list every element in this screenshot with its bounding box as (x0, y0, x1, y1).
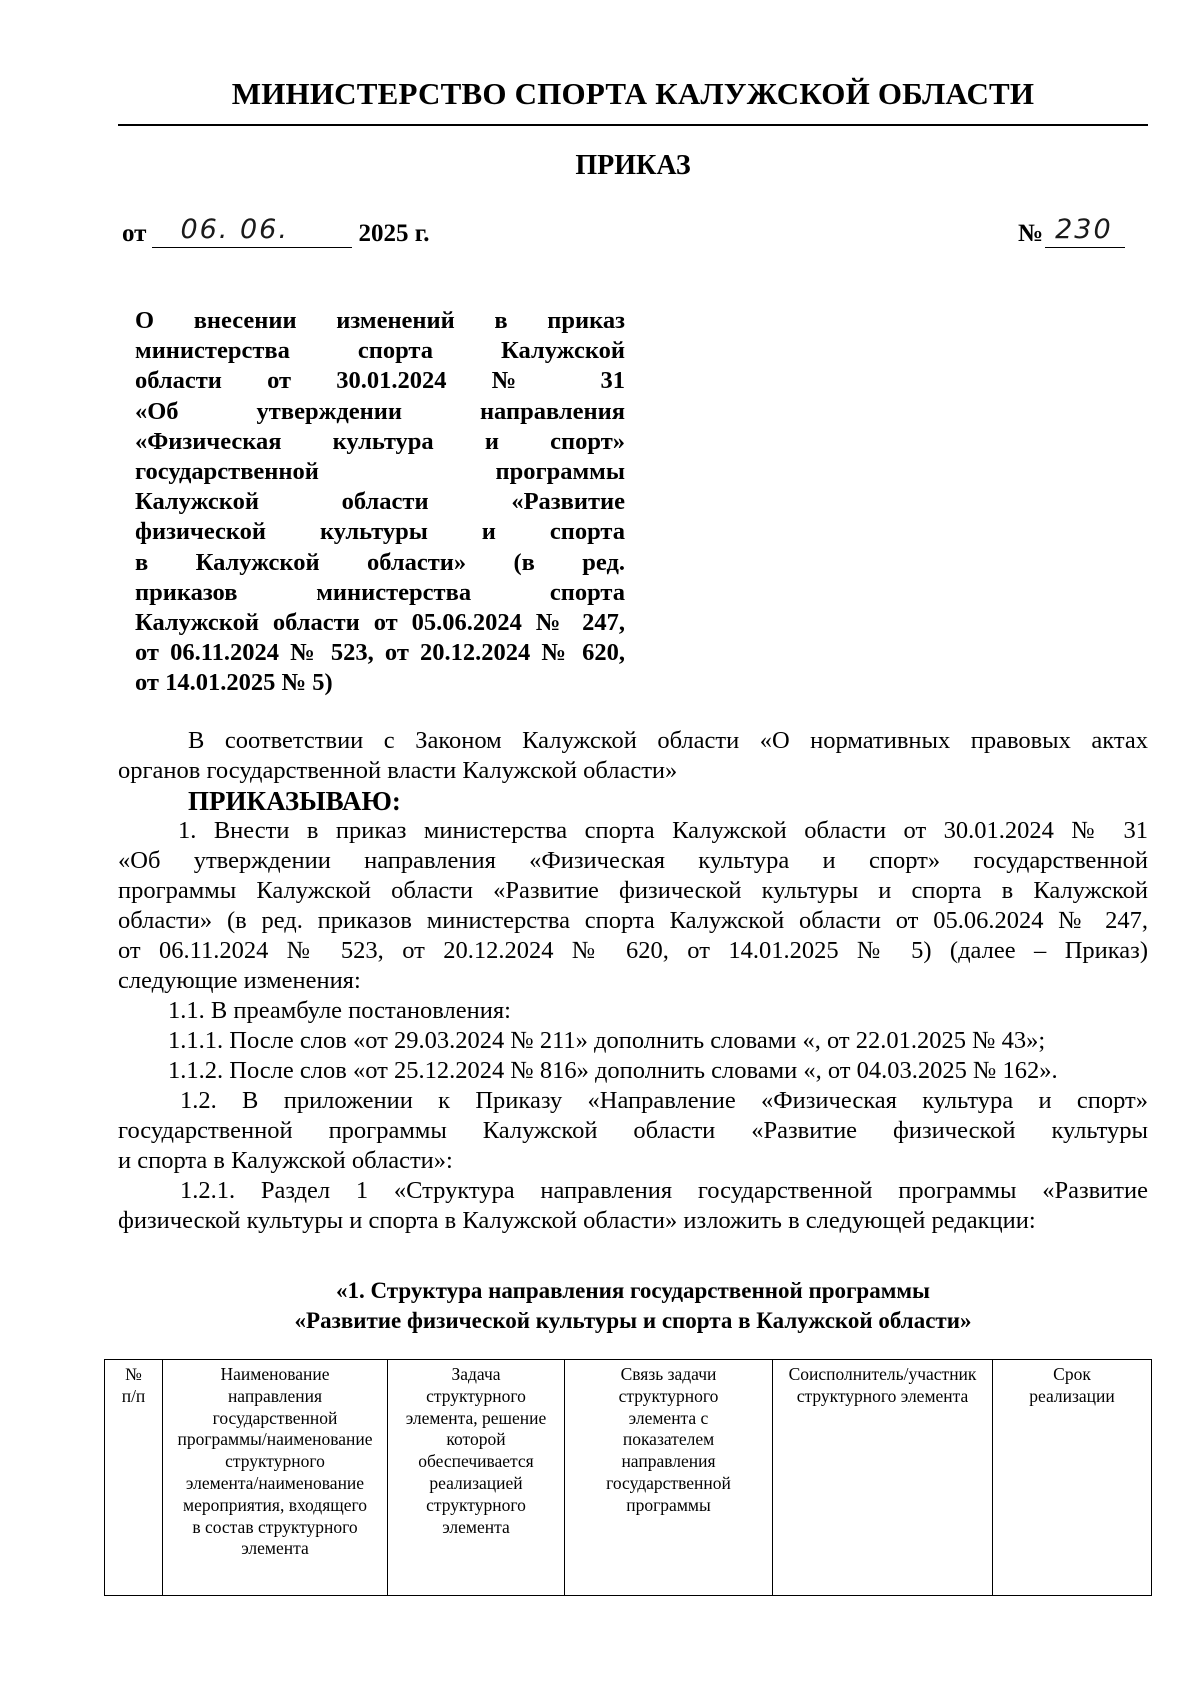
date-prefix: от (122, 220, 147, 247)
paragraph-1-line: «Об утверждении направления «Физическая культура и спорт» государственной (118, 847, 1148, 874)
item-1-2-line: и спорта в Калужской области»: (118, 1147, 453, 1174)
item-1-2-1-line: 1.2.1. Раздел 1 «Структура направления государственной программы «Развитие (180, 1177, 1148, 1204)
subject-line: О внесении изменений в приказ (135, 307, 625, 334)
header-cell-participant: Соисполнитель/участник структурного элемента (773, 1360, 993, 1596)
structure-table (104, 1359, 1152, 1596)
section-title-line: «Развитие физической культуры и спорта в Калужской области» (294, 1308, 972, 1333)
paragraph-1-line: области» (в ред. приказов министерства спорта Калужской области от 05.06.2024 № 247, (118, 907, 1148, 934)
item-1-2-line: 1.2. В приложении к Приказу «Направление «Физическая культура и спорт» (180, 1087, 1148, 1114)
section-title (118, 1276, 1148, 1336)
preamble-line: В соответствии с Законом Калужской области «О нормативных правовых актах (188, 727, 1148, 754)
document-type: ПРИКАЗ (575, 150, 691, 181)
header-divider (118, 124, 1148, 126)
header-cell-task: Задача структурного элемента, решение которой обеспечивается реализацией структурного элемента (388, 1360, 565, 1596)
date-year: 2025 г. (358, 220, 430, 247)
paragraph-1-line: следующие изменения: (118, 967, 361, 994)
subject-line: «Об утверждении направления (135, 397, 625, 425)
subject-line: физической культуры и спорта (135, 518, 625, 546)
paragraph-1-line: от 06.11.2024 № 523, от 20.12.2024 № 620, от 14.01.2025 № 5) (далее – Приказ) (118, 937, 1148, 964)
item-1-2-1-line: физической культуры и спорта в Калужской области» изложить в следующей редакции: (118, 1207, 1036, 1234)
item-1-2-line: государственной программы Калужской области «Развитие физической культуры (118, 1117, 1148, 1144)
order-subject (135, 306, 625, 699)
subject-line: приказов министерства спорта (135, 578, 625, 606)
subject-line: «Физическая культура и спорт» (135, 427, 625, 455)
number-prefix: № (1018, 220, 1044, 247)
paragraph-1-line: 1. Внести в приказ министерства спорта Калужской области от 30.01.2024 № 31 (178, 817, 1148, 844)
subject-line: в Калужской области» (в ред. (135, 548, 625, 576)
date-blank (152, 213, 352, 248)
number-blank (1045, 213, 1125, 248)
item-1-1: 1.1. В преамбуле постановления: (168, 997, 511, 1024)
order-number (1018, 212, 1125, 248)
handwritten-date: 06. 06. (180, 214, 289, 245)
header-cell-number: № п/п (105, 1360, 163, 1596)
subject-line: государственной программы (135, 458, 625, 486)
header-cell-link: Связь задачи структурного элемента с показателем направления государственной программы (565, 1360, 773, 1596)
subject-line: Калужской области «Развитие (135, 488, 625, 516)
paragraph-1-line: программы Калужской области «Развитие физической культуры и спорта в Калужской (118, 877, 1148, 904)
preamble-line: органов государственной власти Калужской области» (118, 757, 678, 784)
subject-line: министерства спорта Калужской (135, 337, 625, 365)
order-word: ПРИКАЗЫВАЮ: (188, 786, 401, 816)
handwritten-number: 230 (1055, 214, 1113, 245)
ministry-name: МИНИСТЕРСТВО СПОРТА КАЛУЖСКОЙ ОБЛАСТИ (231, 76, 1035, 111)
subject-line: Калужской области от 05.06.2024 № 247, (135, 609, 625, 637)
order-body (118, 726, 1148, 1236)
order-date (122, 212, 430, 248)
header-cell-term: Срок реализации (993, 1360, 1152, 1596)
section-title-line: «1. Структура направления государственной программы (335, 1278, 931, 1303)
table-header-row (105, 1360, 1152, 1596)
subject-line: области от 30.01.2024 № 31 (135, 367, 625, 395)
header-cell-name: Наименование направления государственной программы/наименование структурного элемента/наименование мероприятия, входящего в состав структурного элемента (163, 1360, 388, 1596)
item-1-1-2: 1.1.2. После слов «от 25.12.2024 № 816» дополнить словами «, от 04.03.2025 № 162». (168, 1057, 1058, 1084)
item-1-1-1: 1.1.1. После слов «от 29.03.2024 № 211» дополнить словами «, от 22.01.2025 № 43»; (168, 1027, 1046, 1054)
subject-line: от 14.01.2025 № 5) (135, 669, 333, 697)
subject-line: от 06.11.2024 № 523, от 20.12.2024 № 620, (135, 639, 625, 667)
